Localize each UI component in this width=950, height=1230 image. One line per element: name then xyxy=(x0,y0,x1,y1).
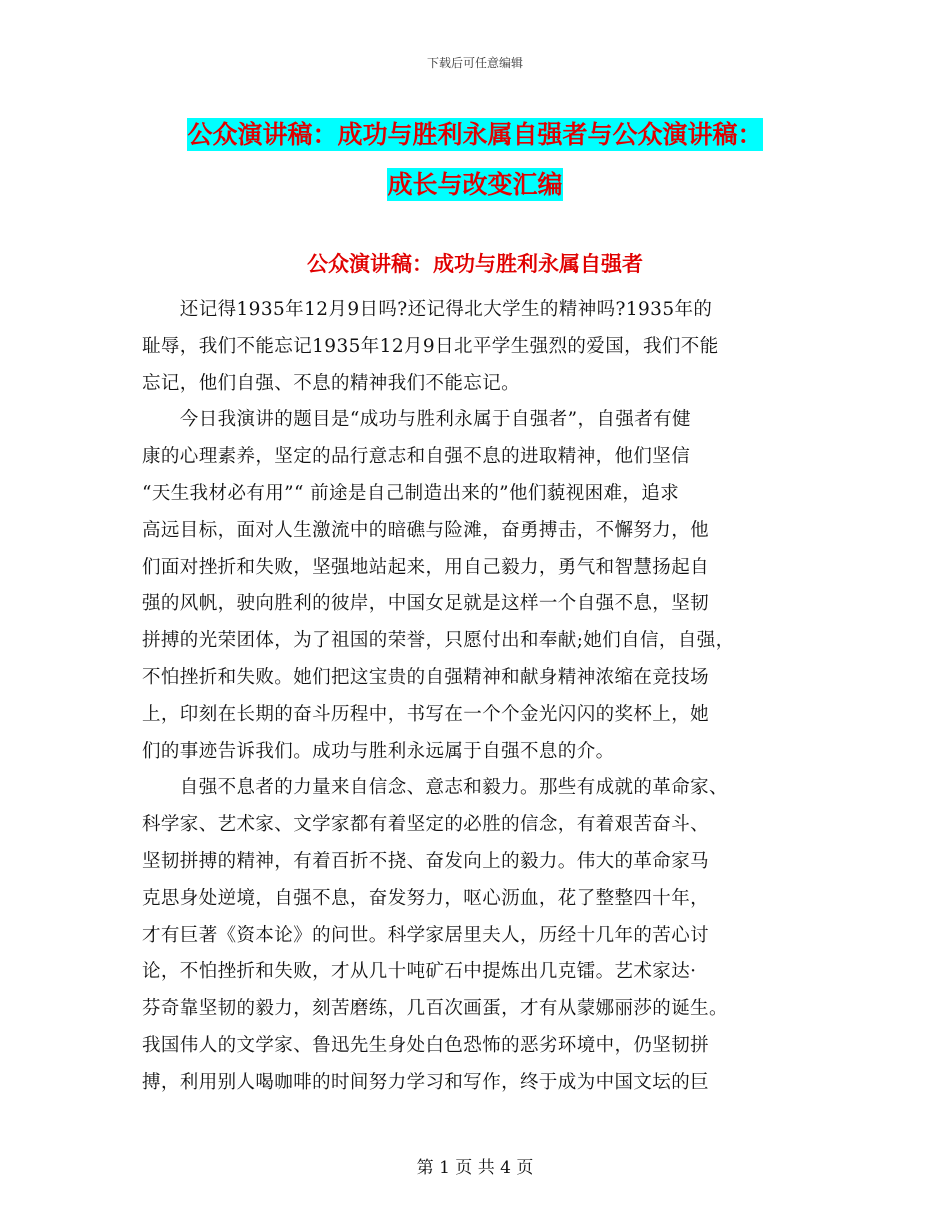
page-number-footer: 第 1 页 共 4 页 xyxy=(416,1158,534,1178)
body-line: 论，不怕挫折和失败，才从几十吨矿石中提炼出几克镭。艺术家达· xyxy=(142,961,697,983)
body-line: 上，印刻在长期的奋斗历程中，书写在一个个金光闪闪的奖杯上，她 xyxy=(142,703,710,725)
body-line: 自强不息者的力量来自信念、意志和毅力。那些有成就的革命家、 xyxy=(142,777,728,799)
body-line: 康的心理素养，坚定的品行意志和自强不息的进取精神，他们坚信 xyxy=(142,446,691,468)
body-line: 还记得1935年12月9日吗?还记得北大学生的精神吗?1935年的 xyxy=(142,299,713,320)
body-line: 忘记，他们自强、不息的精神我们不能忘记。 xyxy=(142,372,521,394)
body-line: 科学家、艺术家、文学家都有着坚定的必胜的信念，有着艰苦奋斗、 xyxy=(142,814,710,836)
document-title xyxy=(140,110,810,210)
body-line: 拼搏的光荣团体，为了祖国的荣誉，只愿付出和奉献;她们自信，自强， xyxy=(142,630,735,652)
body-line: 高远目标，面对人生激流中的暗礁与险滩，奋勇搏击，不懈努力，他 xyxy=(142,519,710,541)
body-line: 今日我演讲的题目是“成功与胜利永属于自强者”，自强者有健 xyxy=(142,409,691,431)
body-line: 强的风帆，驶向胜利的彼岸，中国女足就是这样一个自强不息，坚韧 xyxy=(142,593,710,615)
body-line: 们面对挫折和失败，坚强地站起来，用自己毅力，勇气和智慧扬起自 xyxy=(142,556,710,578)
document-title-line-2: 成长与改变汇编 xyxy=(387,170,563,199)
body-line: 不怕挫折和失败。她们把这宝贵的自强精神和献身精神浓缩在竞技场 xyxy=(142,666,710,688)
header-note: 下载后可任意编辑 xyxy=(426,56,523,70)
section-title: 公众演讲稿：成功与胜利永属自强者 xyxy=(307,252,643,276)
body-line: 耻辱，我们不能忘记1935年12月9日北平学生强烈的爱国，我们不能 xyxy=(142,335,719,357)
body-line: 搏，利用别人喝咖啡的时间努力学习和写作，终于成为中国文坛的巨 xyxy=(142,1071,710,1093)
body-line: “天生我材必有用”“ 前途是自己制造出来的”他们藐视困难，追求 xyxy=(142,482,680,504)
body-text xyxy=(142,292,814,1102)
body-line: 克思身处逆境，自强不息，奋发努力，呕心沥血，花了整整四十年， xyxy=(142,887,710,909)
body-line: 坚韧拼搏的精神，有着百折不挠、奋发向上的毅力。伟大的革命家马 xyxy=(142,850,710,872)
document-title-line-1: 公众演讲稿：成功与胜利永属自强者与公众演讲稿： xyxy=(187,120,763,149)
body-line: 我国伟人的文学家、鲁迅先生身处白色恐怖的恶劣环境中，仍坚韧拼 xyxy=(142,1034,710,1056)
body-line: 们的事迹告诉我们。成功与胜利永远属于自强不息的介。 xyxy=(142,740,615,762)
body-line: 才有巨著《资本论》的问世。科学家居里夫人，历经十几年的苦心讨 xyxy=(142,924,710,946)
body-line: 芬奇靠坚韧的毅力，刻苦磨练，几百次画蛋，才有从蒙娜丽莎的诞生。 xyxy=(142,998,728,1020)
